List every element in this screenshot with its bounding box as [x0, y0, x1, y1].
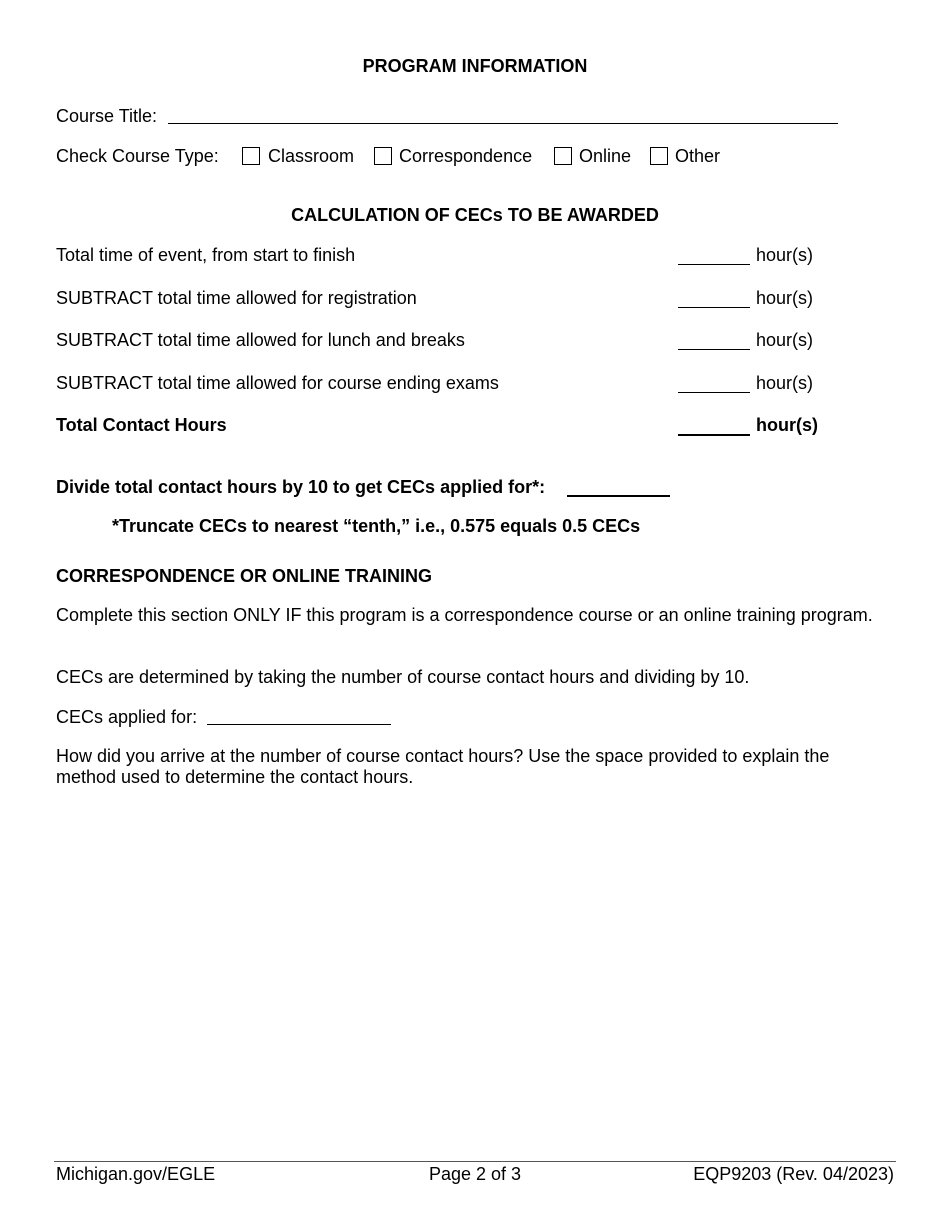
footer-form-id: EQP9203 (Rev. 04/2023): [693, 1164, 894, 1184]
calc-row-lunch-breaks-label: SUBTRACT total time allowed for lunch and breaks: [56, 330, 465, 350]
total-contact-hours-field[interactable]: [678, 434, 750, 436]
footer-website: Michigan.gov/EGLE: [56, 1164, 216, 1184]
calculation-heading: CALCULATION OF CECs TO BE AWARDED: [291, 205, 659, 225]
correspondence-option-label: Correspondence: [399, 146, 533, 166]
calc-row-total-time-label: Total time of event, from start to finish: [56, 245, 356, 265]
hours-unit-label: hour(s): [756, 245, 814, 265]
classroom-option-label: Classroom: [268, 146, 355, 166]
total-contact-hours-label: Total Contact Hours: [56, 415, 227, 435]
other-checkbox[interactable]: [650, 147, 668, 165]
correspondence-heading: CORRESPONDENCE OR ONLINE TRAINING: [56, 566, 433, 586]
correspondence-checkbox[interactable]: [374, 147, 392, 165]
exams-hours-field[interactable]: [678, 392, 750, 393]
cec-determination-paragraph: CECs are determined by taking the number of course contact hours and dividing by 10.: [56, 667, 750, 687]
contact-hours-method-question: How did you arrive at the number of course contact hours? Use the space provided to explain the method used to determine the contact hours.: [56, 746, 830, 787]
total-time-hours-field[interactable]: [678, 264, 750, 265]
online-checkbox[interactable]: [554, 147, 572, 165]
divide-instruction-text: Divide total contact hours by 10 to get CECs applied for*:: [56, 477, 546, 497]
registration-hours-field[interactable]: [678, 307, 750, 308]
truncate-note: *Truncate CECs to nearest “tenth,” i.e., 0.575 equals 0.5 CECs: [112, 516, 641, 536]
footer-divider: [54, 1161, 896, 1162]
course-title-label: Course Title:: [56, 106, 158, 126]
course-type-label: Check Course Type:: [56, 146, 219, 166]
hours-unit-label: hour(s): [756, 288, 814, 308]
classroom-checkbox[interactable]: [242, 147, 260, 165]
hours-unit-label: hour(s): [756, 373, 814, 393]
correspondence-cecs-applied-label: CECs applied for:: [56, 707, 198, 727]
calc-row-exams-label: SUBTRACT total time allowed for course ending exams: [56, 373, 499, 393]
calc-row-registration-label: SUBTRACT total time allowed for registration: [56, 288, 417, 308]
lunch-breaks-hours-field[interactable]: [678, 349, 750, 350]
hours-unit-label: hour(s): [756, 415, 818, 435]
correspondence-cecs-applied-field[interactable]: [207, 724, 391, 725]
footer-page-number: Page 2 of 3: [428, 1164, 522, 1184]
program-information-heading: PROGRAM INFORMATION: [362, 56, 588, 76]
method-explanation-area[interactable]: [56, 800, 886, 1140]
online-option-label: Online: [579, 146, 632, 166]
hours-unit-label: hour(s): [756, 330, 814, 350]
correspondence-instruction-paragraph: Complete this section ONLY IF this program is a correspondence course or an online training program.: [56, 605, 873, 625]
other-option-label: Other: [675, 146, 721, 166]
course-title-field[interactable]: [168, 123, 838, 124]
cecs-applied-for-field[interactable]: [567, 495, 670, 497]
